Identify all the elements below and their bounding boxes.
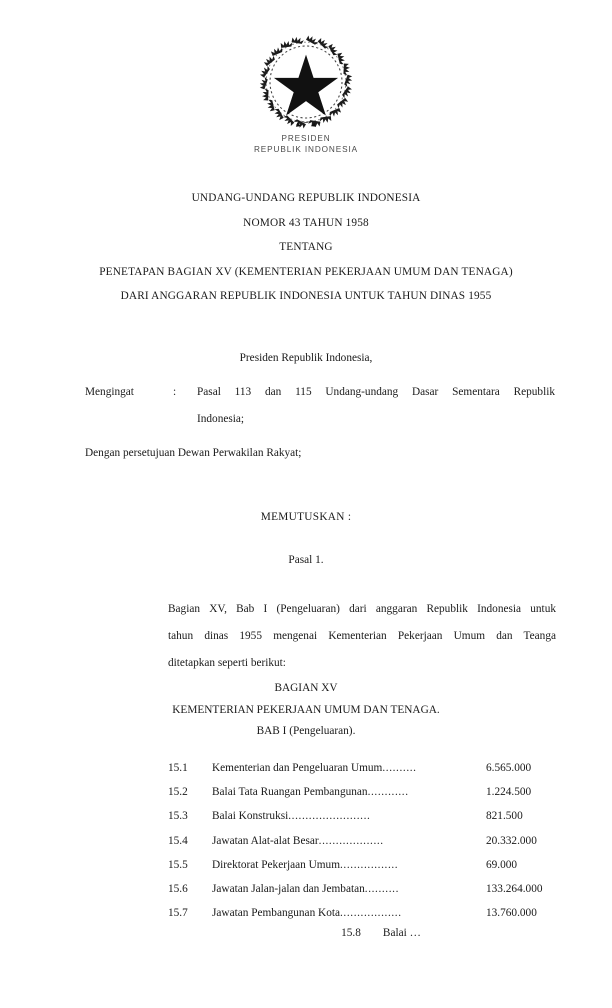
budget-item-middle bbox=[212, 762, 568, 774]
budget-item-amount: 821.500 bbox=[486, 810, 523, 823]
budget-item-description: Kementerian dan Pengeluaran Umum bbox=[212, 762, 383, 774]
mengingat-body-line2: Indonesia; bbox=[197, 413, 245, 425]
budget-item-list bbox=[168, 762, 568, 931]
intro-paragraph bbox=[168, 596, 556, 677]
budget-item-number: 15.3 bbox=[168, 810, 188, 823]
budget-item-description: Jawatan Jalan-jalan dan Jembatan bbox=[212, 882, 365, 895]
mengingat-block bbox=[85, 379, 555, 433]
pasal-heading: Pasal 1. bbox=[288, 554, 324, 566]
budget-item-leader: ............ bbox=[367, 786, 409, 799]
budget-item-number: 15.7 bbox=[168, 907, 188, 920]
budget-item-amount: 1.224.500 bbox=[486, 786, 532, 799]
budget-item-row bbox=[168, 810, 568, 834]
title-line-number: NOMOR 43 TAHUN 1958 bbox=[243, 216, 369, 229]
budget-item-leader: .................. bbox=[340, 907, 402, 920]
intro-paragraph-line2: tahun dinas 1955 mengenai Kementerian Pekerjaan Umum dan Teanga bbox=[168, 630, 556, 642]
catchword-number: 15.8 bbox=[341, 927, 361, 939]
budget-item-middle bbox=[212, 786, 568, 798]
memutuskan-heading: MEMUTUSKAN : bbox=[260, 511, 352, 523]
budget-item-description: Jawatan Alat-alat Besar bbox=[212, 834, 319, 847]
intro-paragraph-line3: ditetapkan seperti berikut: bbox=[168, 657, 286, 669]
section-heading-kementerian: KEMENTERIAN PEKERJAAN UMUM DAN TENAGA. bbox=[172, 703, 440, 716]
emblem-block bbox=[0, 34, 612, 155]
budget-item-description: Balai Konstruksi bbox=[212, 810, 289, 823]
budget-item-row bbox=[168, 859, 568, 883]
emblem-caption bbox=[0, 134, 612, 155]
budget-item-number: 15.2 bbox=[168, 786, 188, 799]
budget-item-amount: 13.760.000 bbox=[486, 907, 537, 920]
mengingat-row bbox=[85, 379, 555, 406]
catchword-text: Balai … bbox=[382, 927, 421, 939]
indonesia-presidential-star-wreath-emblem bbox=[258, 34, 354, 130]
budget-item-leader: ........................ bbox=[288, 810, 371, 823]
mengingat-colon: : bbox=[173, 386, 177, 398]
budget-item-row bbox=[168, 835, 568, 859]
budget-item-leader: .......... bbox=[364, 882, 400, 895]
budget-item-leader: .......... bbox=[382, 762, 417, 774]
budget-item-amount: 20.332.000 bbox=[486, 834, 537, 847]
budget-item-number: 15.5 bbox=[168, 858, 188, 871]
document-title bbox=[46, 186, 566, 309]
budget-item-middle bbox=[212, 907, 568, 919]
catchword-inner bbox=[341, 927, 421, 939]
budget-item-row bbox=[168, 786, 568, 810]
mengingat-label: Mengingat bbox=[85, 386, 134, 398]
budget-item-amount: 69.000 bbox=[486, 858, 518, 871]
budget-item-middle bbox=[212, 859, 568, 871]
budget-item-number: 15.6 bbox=[168, 882, 188, 895]
section-heading-bagian: BAGIAN XV bbox=[274, 682, 338, 694]
budget-item-leader: ................... bbox=[318, 834, 384, 847]
budget-item-number: 15.4 bbox=[168, 834, 188, 847]
emblem-caption-line2: REPUBLIK INDONESIA bbox=[253, 144, 358, 154]
budget-item-description: Balai Tata Ruangan Pembangunan bbox=[212, 786, 368, 799]
persetujuan-line: Dengan persetujuan Dewan Perwakilan Rakyat; bbox=[85, 447, 302, 459]
budget-item-number: 15.1 bbox=[168, 762, 188, 774]
title-line-subject-2: DARI ANGGARAN REPUBLIK INDONESIA UNTUK TAHUN DINAS 1955 bbox=[120, 290, 492, 302]
budget-item-leader: ................. bbox=[340, 858, 399, 871]
budget-item-row bbox=[168, 762, 568, 786]
title-line-subject-1: PENETAPAN BAGIAN XV (KEMENTERIAN PEKERJAAN UMUM DAN TENAGA) bbox=[99, 265, 513, 278]
budget-item-middle bbox=[212, 883, 568, 895]
section-heading-bab: BAB I (Pengeluaran). bbox=[256, 725, 356, 737]
page-catchword bbox=[0, 927, 612, 939]
budget-item-amount: 6.565.000 bbox=[486, 762, 532, 774]
budget-item-row bbox=[168, 883, 568, 907]
budget-item-description: Jawatan Pembangunan Kota bbox=[212, 907, 340, 920]
mengingat-body-line1: Pasal 113 dan 115 Undang-undang Dasar Sementara Republik bbox=[197, 386, 555, 398]
title-line-law-type: UNDANG-UNDANG REPUBLIK INDONESIA bbox=[191, 192, 421, 204]
intro-paragraph-line1: Bagian XV, Bab I (Pengeluaran) dari anggaran Republik Indonesia untuk bbox=[168, 603, 556, 615]
budget-item-amount: 133.264.000 bbox=[486, 882, 543, 895]
emblem-caption-line1: PRESIDEN bbox=[281, 134, 331, 143]
budget-item-description: Direktorat Pekerjaan Umum bbox=[212, 858, 340, 871]
budget-item-middle bbox=[212, 810, 568, 822]
section-headings bbox=[0, 678, 612, 743]
title-line-tentang: TENTANG bbox=[279, 241, 333, 253]
budget-item-middle bbox=[212, 835, 568, 847]
presiden-line: Presiden Republik Indonesia, bbox=[239, 352, 373, 364]
